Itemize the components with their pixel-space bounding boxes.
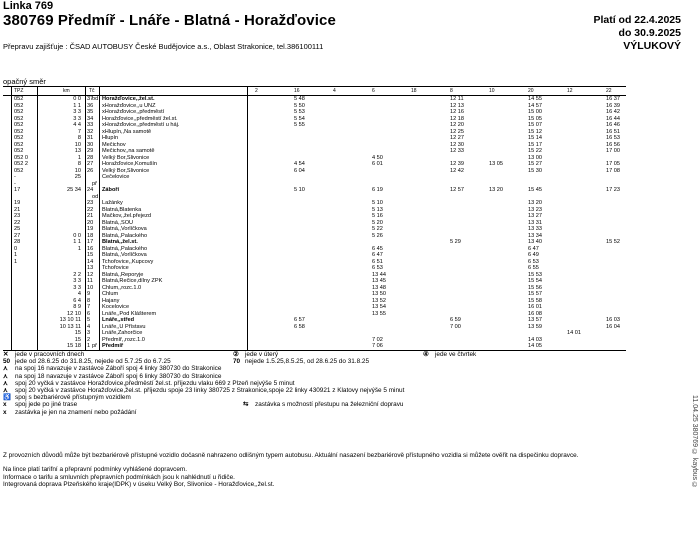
departure-time: 14 57 [528, 102, 542, 109]
departure-time: 5 48 [294, 96, 305, 102]
departure-time: 13 00 [528, 154, 542, 161]
legend-symbol: ② [233, 351, 239, 358]
stop-name: Blatná,,Řeporyje [102, 271, 144, 278]
trip-number: 4 [333, 88, 336, 94]
legend-symbol: ⋏ [3, 365, 8, 373]
departure-time: 7 06 [372, 343, 383, 349]
stop-tc: 16 [87, 245, 94, 252]
stop-tc: 14 [87, 258, 94, 265]
side-id: 11.04.25 380769 © kaybus © [691, 395, 698, 490]
departure-time: 12 25 [450, 128, 464, 135]
stop-name: Blatná,,žel.st. [102, 239, 138, 245]
valid-from: Platí od 22.4.2025 [593, 14, 681, 26]
departure-time: 13 55 [372, 310, 386, 317]
stop-tc: 5 [87, 317, 91, 323]
col-km: km [63, 88, 70, 94]
departure-time: 15 22 [528, 148, 542, 154]
table-header [3, 87, 626, 96]
trip-number: 8 [450, 88, 453, 94]
stop-tc: 36 [87, 102, 94, 109]
stop-tc: 27 [87, 161, 94, 167]
stop-tc: 35 [87, 109, 94, 115]
departure-time: 13 05 [489, 161, 503, 167]
departure-time: 6 58 [294, 323, 305, 330]
legend-symbol: ⋏ [3, 379, 8, 387]
legend-symbol: ✕ [3, 351, 9, 358]
legend-item [243, 401, 404, 408]
stop-tc: 33 [87, 122, 94, 128]
stop-km: 10 [74, 167, 81, 174]
departure-time: 5 54 [294, 115, 305, 122]
departure-time: 4 50 [372, 154, 383, 161]
departure-time: 15 54 [528, 278, 542, 284]
stop-flag: př [92, 343, 97, 349]
stop-name: xHoražďovice,,předměstí u háj. [102, 122, 180, 128]
departure-time: 5 10 [372, 200, 383, 206]
departure-time: 5 22 [372, 226, 383, 232]
departure-time: 12 11 [450, 96, 464, 102]
stop-name: Blatná,,Vorlíčkova [102, 226, 147, 232]
stop-name: xHoražďovice,,u UNZ [102, 102, 156, 109]
stop-km: 4 4 [73, 122, 81, 128]
stop-tc: 12 [87, 271, 94, 278]
note-2: Informace o tarifu a smluvních přepravních podmínkách jsou k nahlédnutí u řidiče. [3, 473, 235, 481]
stop-tc: 10 [87, 284, 94, 291]
validity-block [593, 14, 681, 53]
note-3: Integrovaná doprava Plzeňského kraje(IDPK) v úseku Velký Bor, Slivonice - Horažďovice,,žel.st. [3, 481, 275, 489]
departure-time: 5 50 [294, 102, 305, 109]
stop-tc: 32 [87, 128, 94, 135]
stop-km: 6 4 [73, 297, 81, 304]
stop-tpz: 052 [14, 135, 24, 141]
legend-text: jede v úterý [245, 351, 279, 358]
departure-time: 12 57 [450, 187, 464, 193]
trip-number: 2 [255, 88, 258, 94]
departure-time: 16 08 [528, 310, 542, 317]
stop-name: Záboří [102, 187, 120, 193]
stop-tpz: 27 [14, 232, 21, 239]
trip-number: 22 [606, 88, 612, 94]
legend-text: na spoj 16 navazuje v zastávce Záboří spoj 4 linky 380730 do Strakonice [15, 365, 222, 373]
stop-tc: 21 [87, 213, 94, 219]
stop-tpz: 052 [14, 109, 24, 115]
departure-time: 5 55 [294, 122, 305, 128]
departure-time: 13 44 [372, 271, 386, 278]
departure-time: 6 57 [294, 317, 305, 323]
departure-time: 13 23 [528, 206, 542, 213]
stop-km: 8 [77, 161, 81, 167]
legend-item [423, 351, 476, 358]
col-tc: Tč [89, 88, 95, 94]
departure-time: 7 02 [372, 336, 383, 343]
departure-time: 12 16 [450, 109, 464, 115]
stop-tpz: 052 0 [14, 154, 28, 161]
stop-tpz: 052 [14, 141, 24, 148]
stop-name: Lnáře,Zahorčice [102, 330, 143, 336]
stop-km: 8 9 [73, 304, 81, 310]
stop-km: 1 [77, 245, 81, 252]
legend-text: na spoj 18 navazuje v zastávce Záboří spoj 6 linky 380730 do Strakonice [15, 372, 222, 380]
departure-time: 13 33 [528, 226, 542, 232]
stop-tpz: - [14, 180, 16, 187]
stop-name: Chlum [102, 291, 119, 297]
stop-tc: 20 [87, 219, 94, 226]
trip-number: 16 [294, 88, 300, 94]
legend-text: zastávka je jen na znamení nebo požádání [15, 408, 137, 416]
stop-name: Předmíř [102, 343, 124, 349]
stop-name: Hlupín [102, 135, 119, 141]
stop-tc: 9 [87, 291, 91, 297]
stop-tpz: - [14, 174, 16, 180]
stop-tc: 1 [87, 343, 91, 349]
legend-text: spoj 20 vyčká v zastávce Horažďovice,předměstí žel.st. příjezdu vlaku 669 z Plzeň nejvýše 5 minut [15, 379, 295, 387]
stop-km: 15 [74, 336, 81, 343]
stop-tpz: 052 [14, 122, 24, 128]
departure-time: 6 49 [528, 252, 539, 258]
legend-symbol: x [3, 401, 7, 409]
trip-number: 10 [489, 88, 495, 94]
legend-symbol: ⋏ [3, 387, 8, 394]
departure-time: 15 12 [528, 128, 542, 135]
departure-time: 15 30 [528, 167, 542, 174]
carrier-info: Přepravu zajišťuje : ČSAD AUTOBUSY České Budějovice a.s., Oblast Strakonice, tel.386100111 [3, 42, 324, 51]
stop-tpz: 25 [14, 226, 21, 232]
stop-tpz: 052 [14, 102, 24, 109]
page-title: 380769 Předmíř - Lnáře - Blatná - Horažďovice [3, 12, 336, 29]
table-row [3, 343, 626, 350]
stop-tpz: 17 [14, 187, 21, 193]
stop-km: 10 13 11 [59, 323, 81, 330]
departure-time: 13 20 [489, 187, 503, 193]
stop-name: Blatná,Řečice,dílny ZPK [102, 278, 163, 284]
departure-time: 7 00 [450, 323, 461, 330]
legend-item [3, 358, 171, 365]
stop-km: 13 [74, 148, 81, 154]
departure-time: 17 05 [606, 161, 620, 167]
departure-time: 15 57 [528, 291, 542, 297]
stop-tc: 28 [87, 154, 94, 161]
departure-time: 15 05 [528, 115, 542, 122]
departure-time: 14 01 [567, 330, 581, 336]
departure-time: 13 27 [528, 213, 542, 219]
legend-text: spoj 20 vyčká v zastávce Horažďovice,žel.st. příjezdu spoje 23 linky 380725 z Strakonice,spoje 22 linky 430921 z Klatovy nejvýše 5 minut [15, 387, 405, 394]
stop-name: Lnáře,,střed [102, 317, 135, 323]
stop-tpz: 052 [14, 115, 24, 122]
departure-time: 12 13 [450, 102, 464, 109]
departure-time: 16 44 [606, 115, 620, 122]
stop-name: Hajany [102, 297, 120, 304]
departure-time: 16 03 [606, 317, 620, 323]
stop-name: Předmíř,,rozc.1.0 [102, 336, 145, 343]
departure-time: 14 05 [528, 343, 542, 349]
stop-tpz: 052 2 [14, 161, 28, 167]
timetable-table [3, 86, 626, 351]
stop-name: Mačkov,,žel.přejezd [102, 213, 152, 219]
stop-km: 15 [74, 330, 81, 336]
stop-name: Mečichov [102, 141, 126, 148]
legend-item [3, 401, 77, 408]
departure-time: 17 00 [606, 148, 620, 154]
departure-time: 17 23 [606, 187, 620, 193]
departure-time: 15 45 [528, 187, 542, 193]
legend-text: spoj jede po jiné trase [15, 401, 78, 409]
stop-name: Velký Bor,Slivonice [102, 154, 150, 161]
stop-km: 10 [74, 141, 81, 148]
stop-km: 1 1 [73, 239, 81, 245]
status-badge: VÝLUKOVÝ [623, 40, 681, 52]
departure-time: 16 46 [606, 122, 620, 128]
trip-number: 12 [567, 88, 573, 94]
stop-tpz: 052 [14, 96, 24, 102]
stop-name: Blatná,,SOU [102, 219, 134, 226]
stop-km: 4 [77, 291, 81, 297]
stop-tc: 26 [87, 167, 94, 174]
departure-time: 14 55 [528, 96, 542, 102]
stop-tc: 15 [87, 252, 94, 258]
legend-item [3, 380, 295, 387]
stop-name: Chlum,,rozc.1.0 [102, 284, 142, 291]
departure-time: 16 42 [606, 109, 620, 115]
departure-time: 12 42 [450, 167, 464, 174]
legend-item [3, 394, 131, 401]
stop-name: Čečelovice [102, 174, 130, 180]
stop-name: Horažďovice,,předměstí žel.st. [102, 115, 178, 122]
stop-name: Lnáře,,Pod Klášterem [102, 310, 157, 317]
departure-time: 5 53 [294, 109, 305, 115]
stop-km: 1 1 [73, 102, 81, 109]
trip-number: 18 [411, 88, 417, 94]
departure-time: 12 30 [450, 141, 464, 148]
departure-time: 13 54 [372, 304, 386, 310]
departure-time: 5 20 [372, 219, 383, 226]
stop-tc: 2 [87, 336, 91, 343]
legend-text: jede ve čtvrtek [435, 351, 477, 358]
stop-tc: 23 [87, 200, 94, 206]
departure-time: 5 13 [372, 206, 383, 213]
stop-tc: 4 [87, 323, 91, 330]
departure-time: 5 10 [294, 187, 305, 193]
stop-name: Mečichov,,na samotě [102, 148, 155, 154]
col-tpz: TPZ [14, 88, 24, 94]
departure-time: 12 18 [450, 115, 464, 122]
legend-symbol: x [3, 408, 7, 416]
stop-tc: 13 [87, 265, 94, 271]
departure-time: 6 19 [372, 187, 383, 193]
stop-flag: od [92, 193, 99, 200]
departure-time: 15 07 [528, 122, 542, 128]
stop-tc: 37 [87, 96, 94, 102]
stop-tpz: 21 [14, 206, 21, 213]
stop-km: 3 3 [73, 278, 81, 284]
stop-tpz: 052 [14, 148, 24, 154]
departure-time: 12 27 [450, 135, 464, 141]
stop-km: 3 3 [73, 284, 81, 291]
departure-time: 6 53 [372, 265, 383, 271]
departure-time: 16 01 [528, 304, 542, 310]
stop-tc: 30 [87, 141, 94, 148]
stop-tpz: 1 [14, 258, 18, 265]
departure-time: 15 53 [528, 271, 542, 278]
legend-text: zastávka s možností přestupu na železniční dopravu [255, 401, 404, 409]
stop-tpz: 28 [14, 239, 21, 245]
stop-tc: 19 [87, 226, 94, 232]
stop-flag: př [92, 180, 97, 187]
valid-to: do 30.9.2025 [618, 27, 681, 39]
departure-time: 16 04 [606, 323, 620, 330]
stop-flag: od [92, 96, 99, 102]
departure-time: 15 14 [528, 135, 542, 141]
stop-km: 1 [77, 154, 81, 161]
stop-name: Velký Bor,Slivonice [102, 167, 150, 174]
stop-tc: 17 [87, 239, 94, 245]
stop-tpz: 22 [14, 219, 21, 226]
departure-time: 13 52 [372, 297, 386, 304]
notes [3, 452, 693, 489]
departure-time: 16 56 [606, 141, 620, 148]
stop-km: 13 10 11 [59, 317, 81, 323]
legend-symbol: ⋏ [3, 372, 8, 380]
stop-km: 12 10 [67, 310, 81, 317]
stop-km: 0 0 [73, 96, 81, 102]
stop-name: Lnáře,,U Přístavu [102, 323, 146, 330]
stop-tc: 7 [87, 304, 91, 310]
stop-name: xHlupín,,Na samotě [102, 128, 152, 135]
departure-time: 13 57 [528, 317, 542, 323]
departure-time: 6 04 [294, 167, 305, 174]
stop-tc: 24 [87, 187, 94, 193]
departure-time: 15 27 [528, 161, 542, 167]
departure-time: 6 59 [450, 317, 461, 323]
stop-tc: 34 [87, 115, 94, 122]
departure-time: 6 47 [372, 252, 383, 258]
legend-item [233, 351, 278, 358]
stop-name: xHoražďovice,,předměstí [102, 109, 165, 115]
legend-symbol: 50 [3, 358, 11, 366]
departure-time: 6 55 [528, 265, 539, 271]
stop-tpz: 052 [14, 128, 24, 135]
stop-name: Horažďovice,Komušín [102, 161, 158, 167]
stop-km: 0 0 [73, 232, 81, 239]
stop-tpz: 23 [14, 213, 21, 219]
stop-km: 8 [77, 135, 81, 141]
stop-km: 3 3 [73, 109, 81, 115]
departure-time: 16 53 [606, 135, 620, 141]
departure-time: 13 45 [372, 278, 386, 284]
direction-label: opačný směr [3, 77, 46, 86]
departure-time: 13 48 [372, 284, 386, 291]
stop-name: Blatná,,Vorlíčkova [102, 252, 147, 258]
departure-time: 6 47 [528, 245, 539, 252]
departure-time: 14 03 [528, 336, 542, 343]
departure-time: 6 01 [372, 161, 383, 167]
stop-tpz: 052 [14, 167, 24, 174]
departure-time: 15 17 [528, 141, 542, 148]
stop-km: 2 2 [73, 271, 81, 278]
stop-tc: 31 [87, 135, 94, 141]
note-1: Na lince platí tarifní a přepravní podmínky vyhlášené dopravcem. [3, 465, 188, 473]
departure-time: 6 51 [372, 258, 383, 265]
stop-name: Blatná,,Palackého [102, 245, 148, 252]
stop-name: Tchořovice,,Kupcovy [102, 258, 154, 265]
departure-time: 12 33 [450, 148, 464, 154]
stop-tpz: 1 [14, 252, 18, 258]
legend-symbol: ⇆ [243, 401, 249, 409]
legend-item [3, 365, 221, 372]
stop-km: 25 [74, 174, 81, 180]
departure-time: 4 54 [294, 161, 305, 167]
stop-tc: 3 [87, 330, 91, 336]
stop-tc: 6 [87, 310, 91, 317]
stop-tc: 11 [87, 278, 93, 284]
legend-item [3, 409, 137, 416]
departure-time: 12 39 [450, 161, 464, 167]
departure-time: 15 52 [606, 239, 620, 245]
stop-km: 3 3 [73, 115, 81, 122]
legend-item [3, 373, 221, 380]
stop-name: Kocelovice [102, 304, 130, 310]
legend-text: jede od 28.6.25 do 31.8.25, nejede od 5.7.25 do 6.7.25 [15, 358, 171, 366]
stop-name: Blatná,,Palackého [102, 232, 148, 239]
trip-number: 20 [528, 88, 534, 94]
stop-tpz: 19 [14, 200, 21, 206]
departure-time: 16 37 [606, 96, 620, 102]
stop-name: Blatná,Blatenka [102, 206, 142, 213]
legend-item [233, 358, 369, 365]
stop-tc: 18 [87, 232, 94, 239]
departure-time: 15 56 [528, 284, 542, 291]
stop-km: 15 18 [67, 343, 81, 349]
trip-number: 6 [372, 88, 375, 94]
stop-name: Horažďovice,,žel.st. [102, 96, 155, 102]
departure-time: 16 39 [606, 102, 620, 109]
line-label: Linka 769 [3, 0, 54, 12]
stop-tc: 22 [87, 206, 94, 213]
note-wheelchair: Z provozních důvodů může být bezbariérově přístupné vozidlo dočasně nahrazeno odlišným typem autobusu. Aktuální nasazení bezbariérově přístupného vozidla si můžete ověřit na dispečinku dopravce. [3, 452, 579, 459]
stop-km: 7 [77, 128, 81, 135]
departure-time: 6 45 [372, 245, 383, 252]
departure-time: 5 16 [372, 213, 383, 219]
stop-tpz: 0 [14, 245, 18, 252]
departure-time: 6 53 [528, 258, 539, 265]
stop-name: Tchořovice [102, 265, 129, 271]
stop-tc: 8 [87, 297, 91, 304]
legend-text: spoj s bezbariérově přístupným vozidlem [15, 394, 131, 402]
departure-time: 13 50 [372, 291, 386, 297]
legend-symbol: 70 [233, 358, 241, 366]
departure-time: 5 26 [372, 232, 383, 239]
legend-symbol: ♿ [3, 394, 11, 402]
departure-time: 13 31 [528, 219, 542, 226]
legend-symbol: ④ [423, 351, 429, 358]
departure-time: 12 20 [450, 122, 464, 128]
legend-text: nejede 1.5.25,8.5.25, od 28.6.25 do 31.8.25 [245, 358, 370, 366]
departure-time: 13 34 [528, 232, 542, 239]
departure-time: 16 51 [606, 128, 620, 135]
departure-time: 13 20 [528, 200, 542, 206]
departure-time: 13 40 [528, 239, 542, 245]
departure-time: 17 08 [606, 167, 620, 174]
stop-km: 25 34 [67, 187, 81, 193]
departure-time: 15 00 [528, 109, 542, 115]
departure-time: 13 59 [528, 323, 542, 330]
legend-item [3, 351, 84, 358]
departure-time: 15 58 [528, 297, 542, 304]
stop-tc: 29 [87, 148, 94, 154]
legend-text: jede v pracovních dnech [15, 351, 85, 358]
departure-time: 5 29 [450, 239, 461, 245]
stop-name: Lažánky [102, 200, 123, 206]
